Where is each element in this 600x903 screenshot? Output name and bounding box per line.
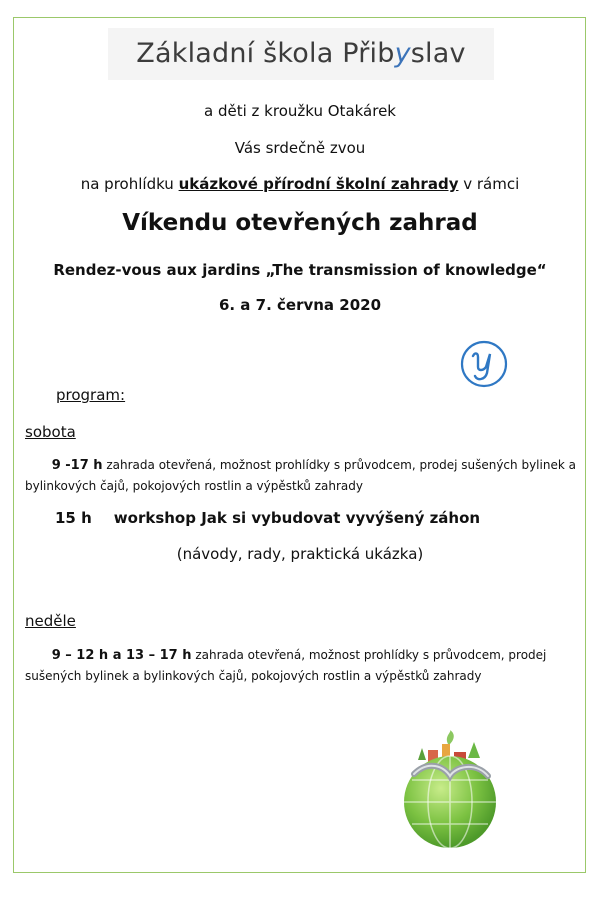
saturday-time: 9 -17 h xyxy=(51,458,103,473)
saturday-label: sobota xyxy=(25,423,76,441)
workshop-line: 15 h workshop Jak si vybudovat vyvýšený záhon xyxy=(55,509,481,527)
sunday-label: neděle xyxy=(25,612,76,630)
program-heading: program: xyxy=(56,386,126,404)
intro-line-2: Vás srdečně zvou xyxy=(234,139,366,157)
garden-highlight: ukázkové přírodní školní zahrady xyxy=(178,175,459,193)
school-logo-icon xyxy=(460,340,508,388)
school-header xyxy=(108,28,494,80)
intro-line-1: a děti z kroužku Otakárek xyxy=(204,102,396,120)
green-globe-icon xyxy=(398,730,502,850)
sunday-time: 9 – 12 h a 13 – 17 h xyxy=(51,648,192,663)
intro-line-3: na prohlídku ukázkové přírodní školní zahrady v rámci xyxy=(80,175,520,193)
event-title: Víkendu otevřených zahrad xyxy=(122,210,478,236)
sunday-schedule: 9 – 12 h a 13 – 17 h zahrada otevřená, možnost prohlídky s průvodcem, prodej sušených bylinek a bylinkových čajů, pokojových rostlin a výpěstků zahrady xyxy=(25,648,547,683)
workshop-note: (návody, rady, praktická ukázka) xyxy=(176,545,424,563)
school-name: Základní škola Přibyslav xyxy=(136,38,466,69)
event-date: 6. a 7. června 2020 xyxy=(218,296,382,314)
saturday-schedule: 9 -17 h zahrada otevřená, možnost prohlídky s průvodcem, prodej sušených bylinek a bylinkových čajů, pokojových rostlin a výpěstků zahrady xyxy=(25,458,576,493)
event-subtitle: Rendez-vous aux jardins „The transmission of knowledge“ xyxy=(53,261,547,279)
